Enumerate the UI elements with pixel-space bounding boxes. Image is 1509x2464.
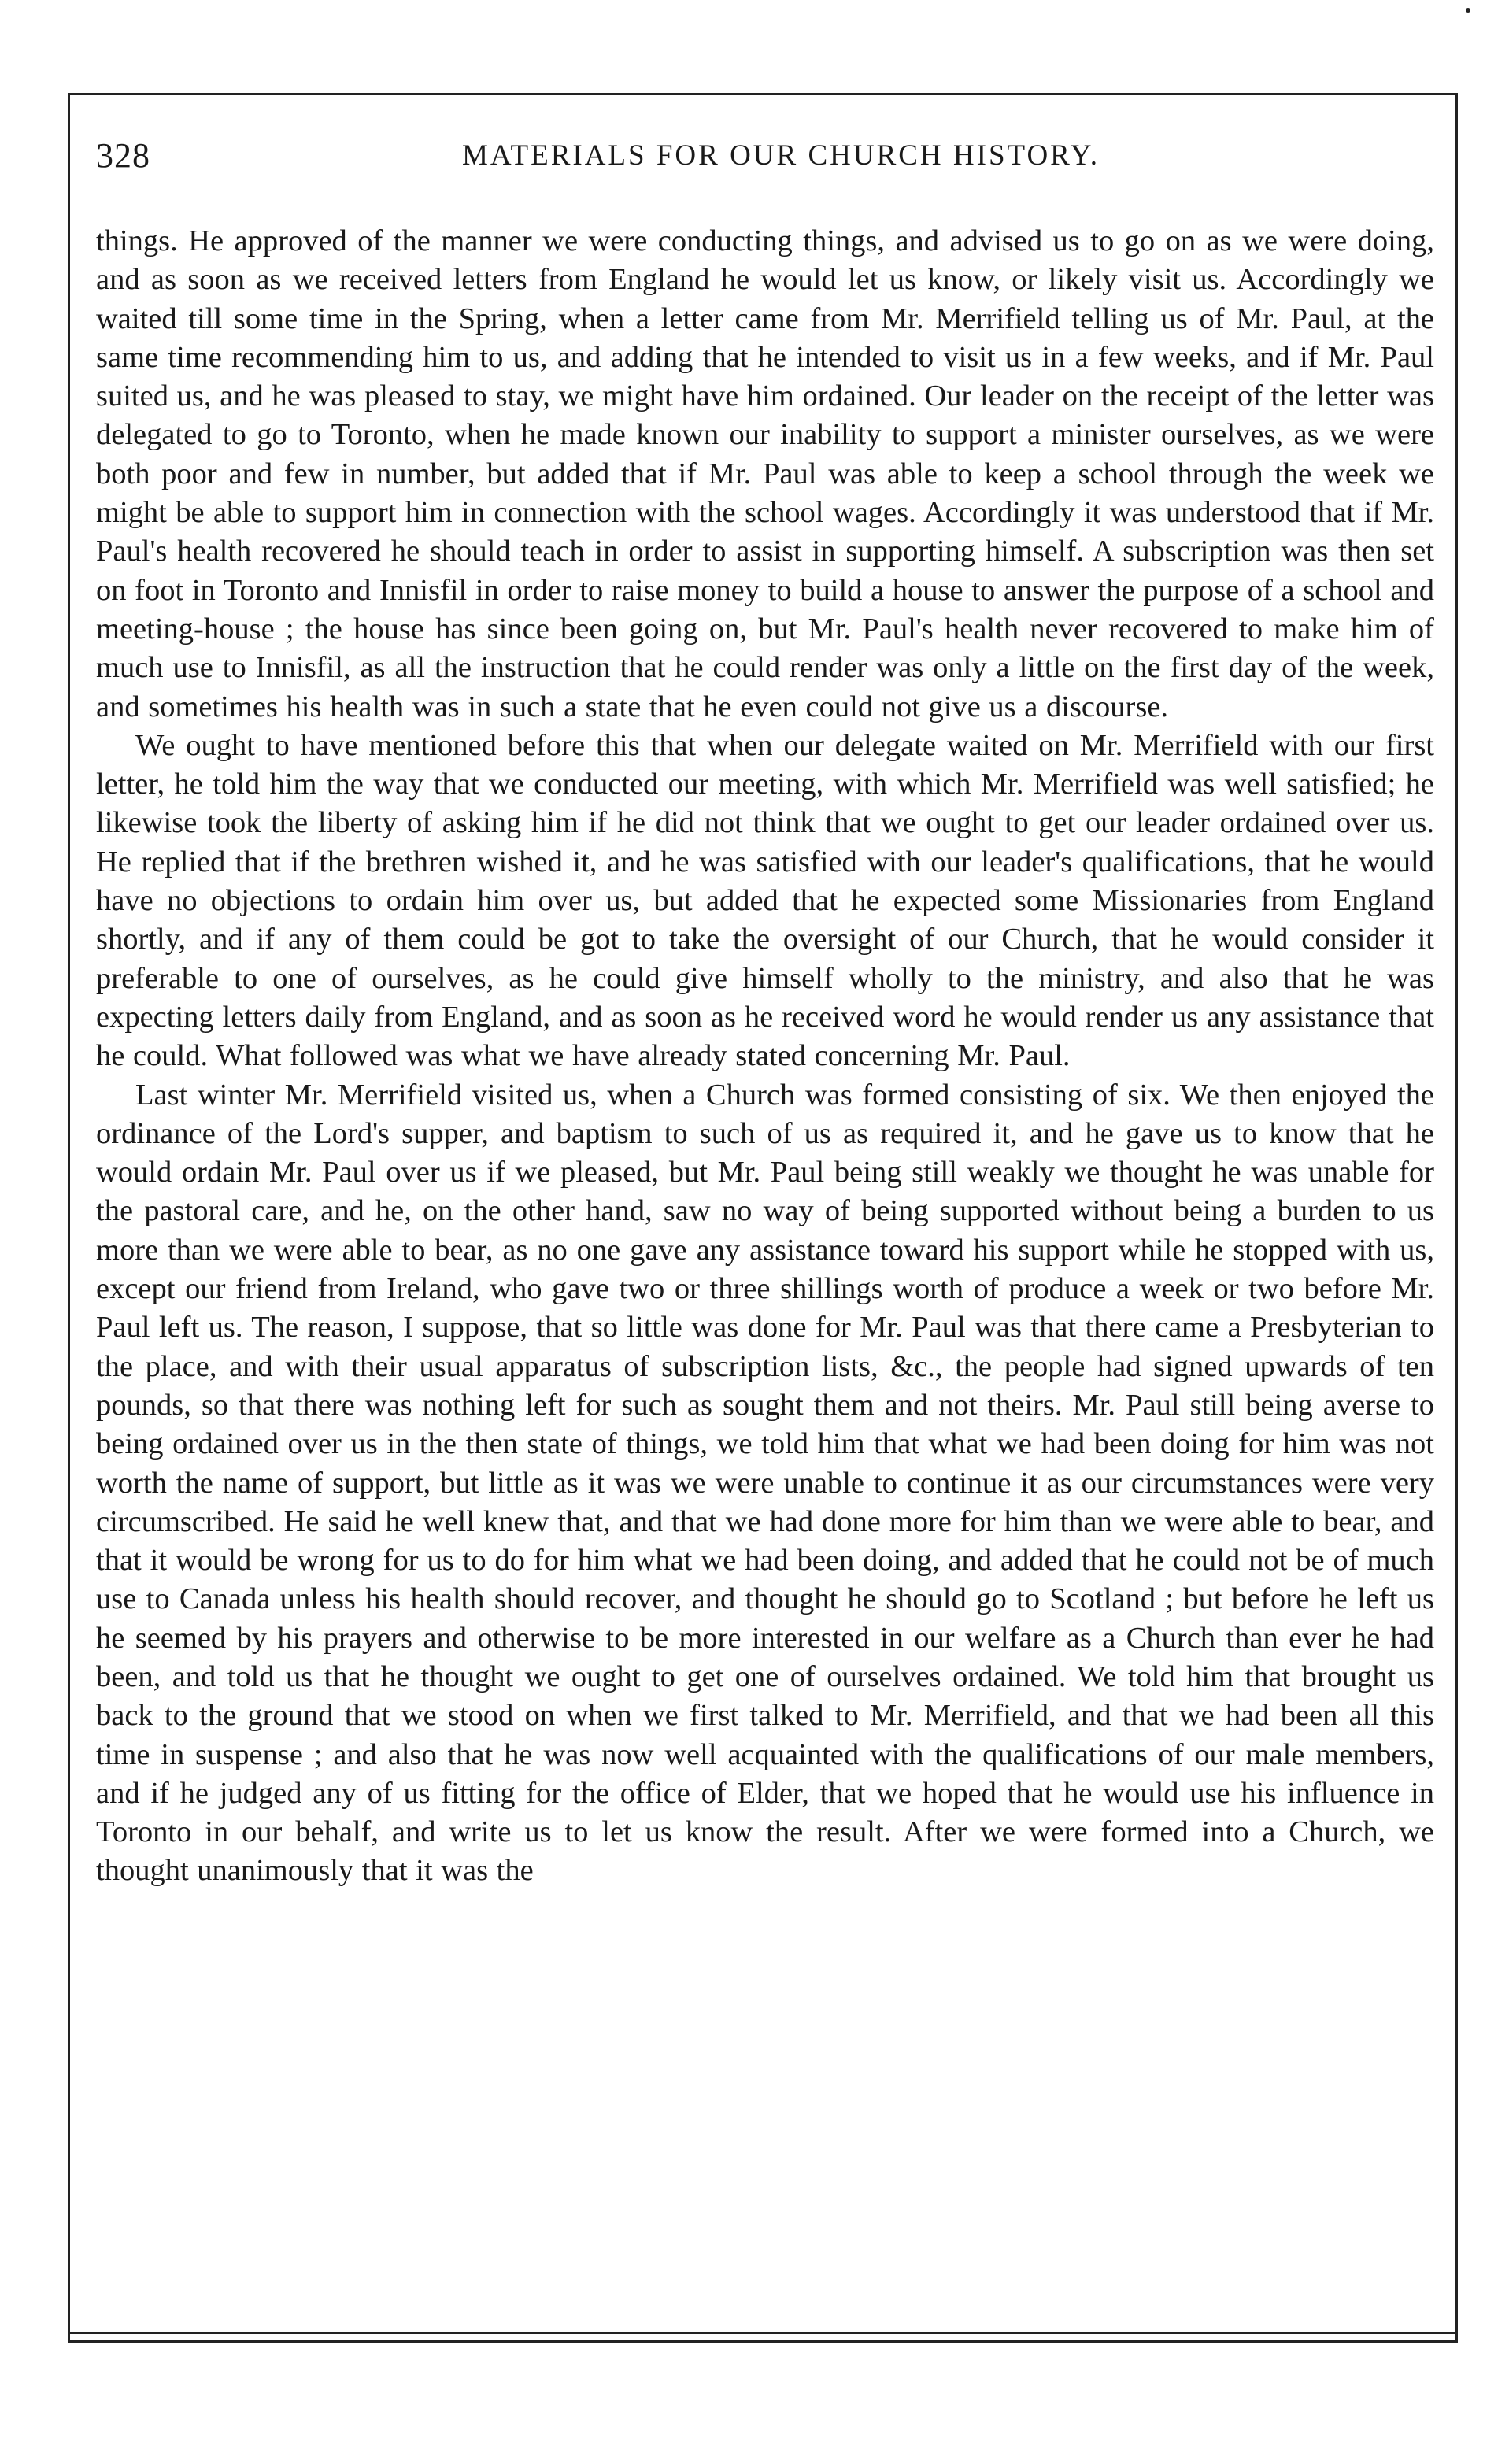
paragraph-1: things. He approved of the manner we were conducting things, and advised us to go on as we were doing, and as soon as we received letters from England he would let us know, or likely visit us. Accordingly we waited till some time in the Spring, when a letter came from Mr. Merrifield telling us of Mr. Paul, at the same time recommending him to us, and adding that he intended to visit us in a few weeks, and if Mr. Paul suited us, and he was pleased to stay, we might have him ordained. Our leader on the receipt of the letter was delegated to go to Toronto, when he made known our inability to support a minister ourselves, as we were both poor and few in number, but added that if Mr. Paul was able to keep a school through the week we might be able to support him in connection with the school wages. Accordingly it was understood that if Mr. Paul's health recovered he should teach in order to assist in supporting himself. A subscription was then set on foot in Toronto and Innisfil in order to raise money to build a house to answer the purpose of a school and meeting-house ; the house has since been going on, but Mr. Paul's health never recovered to make him of much use to Innisfil, as all the instruction that he could render was only a little on the first day of the week, and sometimes his health was in such a state that he even could not give us a discourse. [96,224,1434,723]
running-head: MATERIALS FOR OUR CHURCH HISTORY. [461,139,1100,172]
page-number: 328 [96,136,150,175]
page-frame-bottom-rule [68,2332,1458,2343]
ink-speck [1466,8,1470,13]
paragraph-3: Last winter Mr. Merrifield visited us, when a Church was formed consisting of six. We then enjoyed the ordinance of the Lord's supper, and baptism to such of us as required it, and he gave us to know that he would ordain Mr. Paul over us if we pleased, but Mr. Paul being still weakly we thought he was unable for the pastoral care, and he, on the other hand, saw no way of being supported without being a burden to us more than we were able to bear, as no one gave any assistance toward his support while he stopped with us, except our friend from Ireland, who gave two or three shillings worth of produce a week or two before Mr. Paul left us. The reason, I suppose, that so little was done for Mr. Paul was that there came a Presbyterian to the place, and with their usual apparatus of subscription lists, &c., the people had signed upwards of ten pounds, so that there was nothing left for such as sought them and not theirs. Mr. Paul still being averse to being ordained over us in the then state of things, we told him that what we had been doing for him was not worth the name of support, but little as it was we were unable to continue it as our circumstances were very circumscribed. He said he well knew that, and that we had done more for him than we were able to bear, and that it would be wrong for us to do for him what we had been doing, and added that he could not be of much use to Canada unless his health should recover, and thought he should go to Scotland ; but before he left us he seemed by his prayers and otherwise to be more interested in our welfare as a Church than ever he had been, and told us that he thought we ought to get one of ourselves ordained. We told him that brought us back to the ground that we stood on when we first talked to Mr. Merrifield, and that we had been all this time in suspense ; and also that he was now well acquainted with the qualifications of our male members, and if he judged any of us fitting for the office of Elder, that we hoped that he would use his influence in Toronto in our behalf, and write us to let us know the result. After we were formed into a Church, we thought unanimously that it was the [96,1078,1434,1888]
page-header [96,132,1434,187]
body-text [96,222,1434,1891]
paragraph-2: We ought to have mentioned before this that when our delegate waited on Mr. Merrifield with our first letter, he told him the way that we conducted our meeting, with which Mr. Merrifield was well satisfied; he likewise took the liberty of asking him if he did not think that we ought to get our leader ordained over us. He replied that if the brethren wished it, and he was satisfied with our leader's qualifications, that he would have no objections to ordain him over us, but added that he expected some Missionaries from England shortly, and if any of them could be got to take the oversight of our Church, that he would consider it preferable to one of ourselves, as he could give himself wholly to the ministry, and also that he was expecting letters daily from England, and as soon as he received word he would render us any assistance that he could. What followed was what we have already stated concerning Mr. Paul. [96,728,1434,1073]
